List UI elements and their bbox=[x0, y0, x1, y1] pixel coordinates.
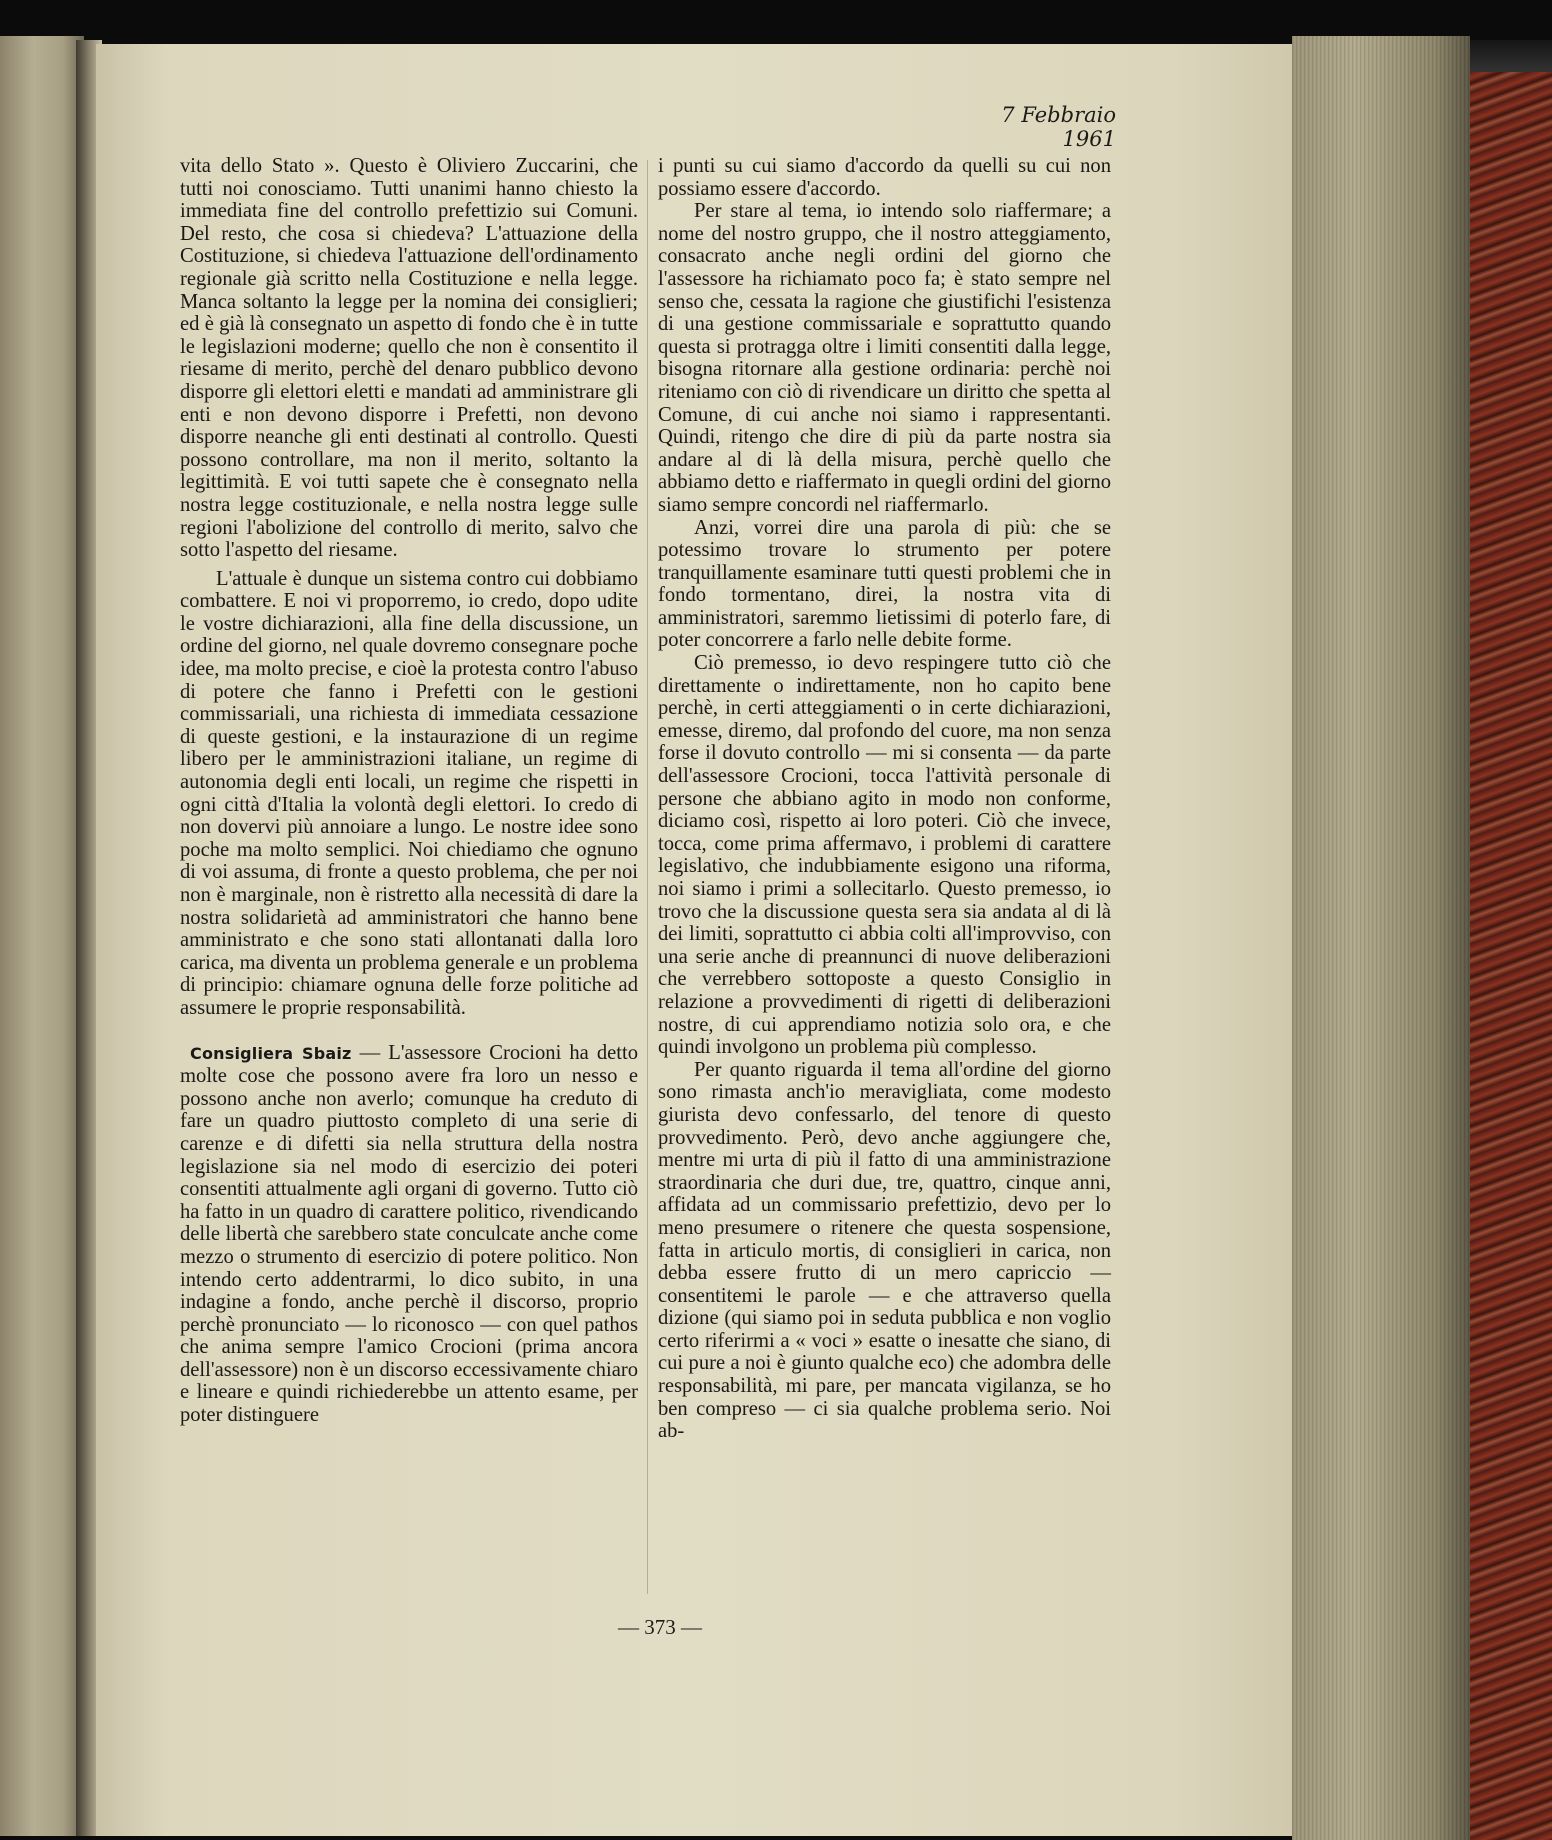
paragraph: vita dello Stato ». Questo è Oliviero Zuccarini, che tutti noi conosciamo. Tutti unanimi hanno chiesto la immediata fine del controllo prefettizio sui Comuni. Del resto, che cosa si chiedeva? L'attuazione della Costituzione, si chiedeva l'attuazione dell'ordinamento regionale già scritto nella Costituzione e nella legge. Manca soltanto la legge per la nomina dei consiglieri; ed è già là consegnato un aspetto di fondo che è in tutte le legislazioni moderne; quello che non è consentito il riesame di merito, perchè del denaro pubblico devono disporre gli elettori eletti e mandati ad amministrare gli enti e non devono disporre i Prefetti, non devono disporre neanche gli enti destinati al controllo. Questi possono controllare, ma non il merito, soltanto la legittimità. E voi tutti sapete che è consegnato nella nostra legge costituzionale, e nella nostra legge sulle regioni l'abolizione del controllo di merito, salvo che sotto l'aspetto del riesame. bbox=[180, 155, 638, 562]
paragraph: Anzi, vorrei dire una parola di più: che se potessimo trovare lo strumento per potere tranquillamente esaminare tutti questi problemi che in fondo tormentano, direi, la nostra vita di amministratori, saremmo lietissimi di poterlo fare, di poter concorrere a farlo nelle debite forme. bbox=[658, 516, 1111, 652]
page-number: — 373 — bbox=[618, 1615, 702, 1639]
page-stack-edge bbox=[1292, 36, 1470, 1840]
facing-page-edge bbox=[0, 36, 84, 1836]
speech-text: — L'assessore Crocioni ha detto molte cose che possono avere fra loro un nesso e possono anche non averlo; comunque ha creduto di fare un quadro piuttosto completo di una serie di carenze e di difetti sia nella struttura della nostra legislazione sia nel modo di esercizio dei poteri consentiti attualmente agli organi di governo. Tutto ciò ha fatto in un quadro di carattere politico, rivendicando delle libertà che sarebbero state conculcate anche come mezzo o strumento di esercizio di potere politico. Non intendo certo addentrarmi, lo dico subito, in una indagine a fondo, anche perchè il discorso, proprio perchè pronunciato — lo riconosco — con quel pathos che anima sempre l'amico Crocioni (prima ancora dell'assessore) non è un discorso eccessivamente chiaro e lineare e quindi richiederebbe un attento esame, per poter distinguere bbox=[180, 1041, 639, 1427]
speaker-name: Consigliera Sbaiz bbox=[190, 1043, 352, 1063]
right-column bbox=[658, 155, 1111, 1443]
paragraph: Per quanto riguarda il tema all'ordine del giorno sono rimasta anch'io meravigliata, come modesto giurista devo confessarlo, del tenore di questo provvedimento. Però, devo anche aggiungere che, mentre mi urta di più il fatto di una amministrazione straordinaria che duri due, tre, quattro, cinque anni, affidata ad un commissario prefettizio, devo per lo meno presumere o ritenere che questa sospensione, fatta in articulo mortis, di consiglieri in carica, non debba essere frutto di un mero capriccio — consentitemi le parole — e che attraverso quella dizione (qui siamo poi in seduta pubblica e non voglio certo riferirmi a « voci » esatte o inesatte che siano, di cui pure a noi è giunto qualche eco) che adombra delle responsabilità, mi pare, per mancata vigilanza, se ho ben compreso — ci sia qualche problema serio. Noi ab- bbox=[658, 1058, 1111, 1443]
left-column bbox=[180, 155, 638, 1427]
header-date: 7 Febbraio 1961 bbox=[1001, 103, 1116, 151]
marbled-cover-edge bbox=[1470, 72, 1552, 1840]
paragraph: i punti su cui siamo d'accordo da quelli su cui non possiamo essere d'accordo. bbox=[658, 155, 1111, 200]
column-divider bbox=[647, 160, 648, 1594]
paragraph: Ciò premesso, io devo respingere tutto ciò che direttamente o indirettamente, non ho capito bene perchè, in certi atteggiamenti o in certe dichiarazioni, emesse, diremo, dal profondo del cuore, ma non senza forse il dovuto controllo — mi si consenta — da parte dell'assessore Crocioni, tocca l'attività personale di persone che abbiano agito in modo non conforme, diciamo così, rispetto ai loro poteri. Ciò che invece, tocca, come prima affermavo, i problemi di carattere legislativo, che indubbiamente esigono una riforma, noi siamo i primi a sollecitarlo. Questo premesso, io trovo che la discussione questa sera sia andata al di là dei limiti, soprattutto ci abbia colti all'improvviso, con una serie anche di preannunci di nuove deliberazioni che verrebbero sottoposte a questo Consiglio in relazione a provvedimenti di rigetti di deliberazioni nostre, di cui apprendiamo notizia solo ora, e che quindi involgono un problema più complesso. bbox=[658, 652, 1111, 1059]
paragraph: Per stare al tema, io intendo solo riaffermare; a nome del nostro gruppo, che il nostro atteggiamento, consacrato anche negli ordini del giorno che l'assessore ha richiamato poco fa; è stato sempre nel senso che, cessata la ragione che giustifichi l'esistenza di una gestione commissariale e soprattutto quando questa si protragga oltre i limiti consentiti dalla legge, bisogna ritornare alla gestione ordinaria: perchè noi riteniamo con ciò di rivendicare un diritto che spetta al Comune, di cui anche noi siamo i rappresentanti. Quindi, ritengo che dire di più da parte nostra sia andare al di là della misura, perchè quello che abbiamo detto e riaffermato in quegli ordini del giorno siamo sempre concordi nel riaffermarlo. bbox=[658, 200, 1111, 516]
paragraph: L'attuale è dunque un sistema contro cui dobbiamo combattere. E noi vi proporremo, io credo, dopo udite le vostre dichiarazioni, alla fine della discussione, un ordine del giorno, nel quale dovremo consegnare poche idee, ma molto precise, e cioè la protesta contro l'abuso di potere che fanno i Prefetti con le gestioni commissariali, una richiesta di immediata cessazione di queste gestioni, e la instaurazione di un regime libero per le amministrazioni italiane, un regime di autonomia degli enti locali, un regime che rispetti in ogni città d'Italia la volontà degli elettori. Io credo di non dovervi più annoiare a lungo. Le nostre idee sono poche ma molto semplici. Noi chiediamo che ognuno di voi assuma, di fronte a questo problema, che per noi non è marginale, non è ristretto alla necessità di dare la nostra solidarietà ad amministratori che hanno bene amministrato e che sono stati allontanati dalla loro carica, ma diventa un problema generale e un problema di principio: chiamare ognuna delle forze politiche ad assumere le proprie responsabilità. bbox=[180, 567, 638, 1019]
speech-paragraph bbox=[180, 1042, 638, 1427]
